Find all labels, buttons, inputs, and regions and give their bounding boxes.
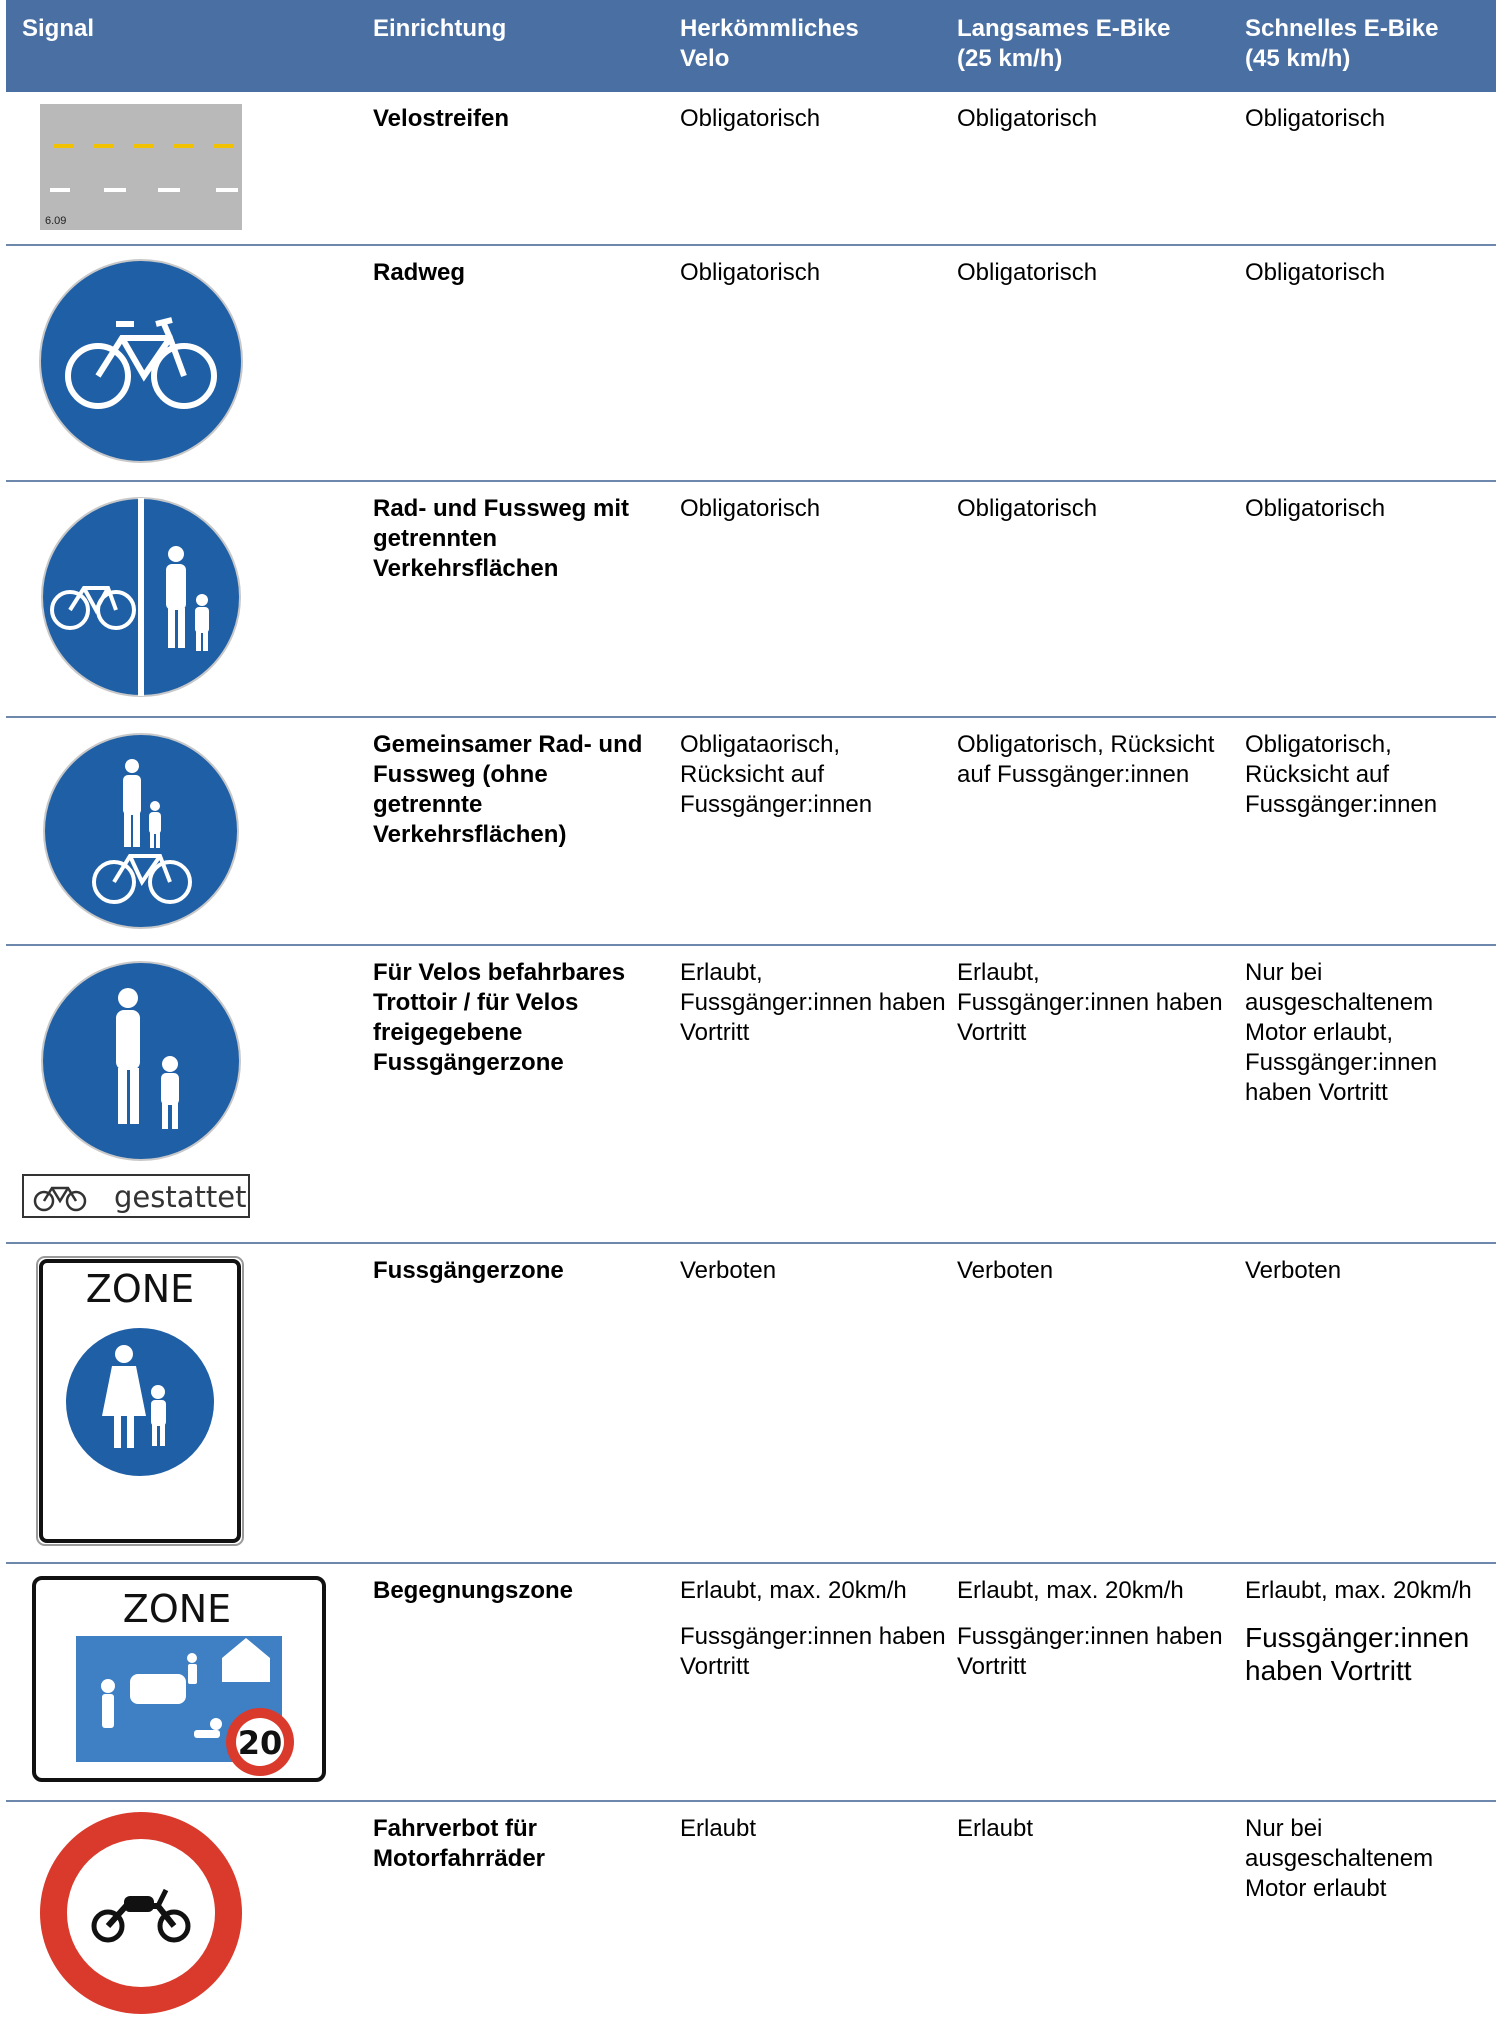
shared-bike-foot-path-sign-icon [42, 732, 240, 930]
einrichtung-name: Für Velos befahrbares Trottoir / für Velos freigegebene Fussgängerzone [373, 959, 626, 1076]
velo-rule: Obligatorisch [680, 259, 821, 286]
header-slow-ebike: Langsames E-Bike (25 km/h) [957, 15, 1171, 72]
fast-ebike-rule: Obligatorisch [1245, 105, 1386, 132]
slow-ebike-rule: Erlaubt [957, 1815, 1034, 1842]
velo-rule: Erlaubt [680, 1815, 757, 1842]
table-row [6, 246, 1496, 482]
header-signal: Signal [22, 15, 95, 42]
svg-text:6.09: 6.09 [45, 215, 67, 227]
einrichtung-name: Radweg [373, 259, 466, 286]
velo-rule: Obligatorisch [680, 105, 821, 132]
svg-text:ZONE: ZONE [85, 1267, 195, 1311]
einrichtung-name: Begegnungszone [373, 1577, 574, 1604]
bicycles-permitted-plate [22, 1174, 250, 1218]
svg-text:ZONE: ZONE [122, 1587, 232, 1631]
einrichtung-name: Gemeinsamer Rad- und Fussweg (ohne getrennte Verkehrsflächen) [373, 731, 643, 848]
einrichtung-name: Velostreifen [373, 105, 510, 132]
separated-bike-foot-path-sign-icon [40, 496, 242, 698]
table-header [6, 0, 1496, 92]
table-row [6, 1564, 1496, 1802]
table-row [6, 92, 1496, 246]
table-row [6, 482, 1496, 718]
slow-ebike-rule: Obligatorisch, Rücksicht auf Fussgänger:innen [957, 731, 1215, 788]
slow-ebike-rule: Erlaubt, max. 20km/h Fussgänger:innen haben Vortritt [957, 1577, 1223, 1680]
fast-ebike-rule: Nur bei ausgeschaltenem Motor erlaubt, Fussgänger:innen haben Vortritt [1245, 959, 1438, 1106]
velo-rule: Erlaubt, max. 20km/h Fussgänger:innen haben Vortritt [680, 1577, 946, 1680]
velo-rule: Verboten [680, 1257, 777, 1284]
moped-ban-sign-icon [38, 1810, 244, 2016]
table-row [6, 1244, 1496, 1564]
slow-ebike-rule: Obligatorisch [957, 105, 1098, 132]
header-velo: Herkömmliches Velo [680, 15, 859, 72]
table-row [6, 718, 1496, 946]
pedestrian-path-sign-icon [40, 960, 242, 1162]
slow-ebike-rule: Erlaubt, Fussgänger:innen haben Vortritt [957, 959, 1223, 1046]
fast-ebike-rule: Obligatorisch [1245, 495, 1386, 522]
header-einrichtung: Einrichtung [373, 15, 507, 42]
table-row [6, 946, 1496, 1244]
bike-lane-marking-icon [40, 104, 242, 230]
fast-ebike-rule: Nur bei ausgeschaltenem Motor erlaubt [1245, 1815, 1434, 1902]
fast-ebike-rule: Erlaubt, max. 20km/h Fussgänger:innen haben Vortritt [1245, 1577, 1472, 1686]
fast-ebike-rule: Obligatorisch [1245, 259, 1386, 286]
svg-text:20: 20 [237, 1724, 283, 1762]
velo-rule: Obligataorisch, Rücksicht auf Fussgänger:innen [680, 731, 873, 818]
einrichtung-name: Fahrverbot für Motorfahrräder [373, 1815, 546, 1872]
encounter-zone-sign-icon [32, 1576, 326, 1782]
slow-ebike-rule: Obligatorisch [957, 495, 1098, 522]
bicycle-icon [32, 1182, 88, 1212]
bicycle-path-sign-icon [38, 258, 244, 464]
velo-rule: Obligatorisch [680, 495, 821, 522]
header-fast-ebike: Schnelles E-Bike (45 km/h) [1245, 15, 1439, 72]
plate-label: gestattet [114, 1180, 247, 1214]
fast-ebike-rule: Verboten [1245, 1257, 1342, 1284]
velo-rule: Erlaubt, Fussgänger:innen haben Vortritt [680, 959, 946, 1046]
table-row [6, 1802, 1496, 2020]
slow-ebike-rule: Verboten [957, 1257, 1054, 1284]
fast-ebike-rule: Obligatorisch, Rücksicht auf Fussgänger:innen [1245, 731, 1438, 818]
pedestrian-zone-sign-icon [36, 1256, 244, 1546]
einrichtung-name: Rad- und Fussweg mit getrennten Verkehrsflächen [373, 495, 630, 582]
slow-ebike-rule: Obligatorisch [957, 259, 1098, 286]
einrichtung-name: Fussgängerzone [373, 1257, 564, 1284]
